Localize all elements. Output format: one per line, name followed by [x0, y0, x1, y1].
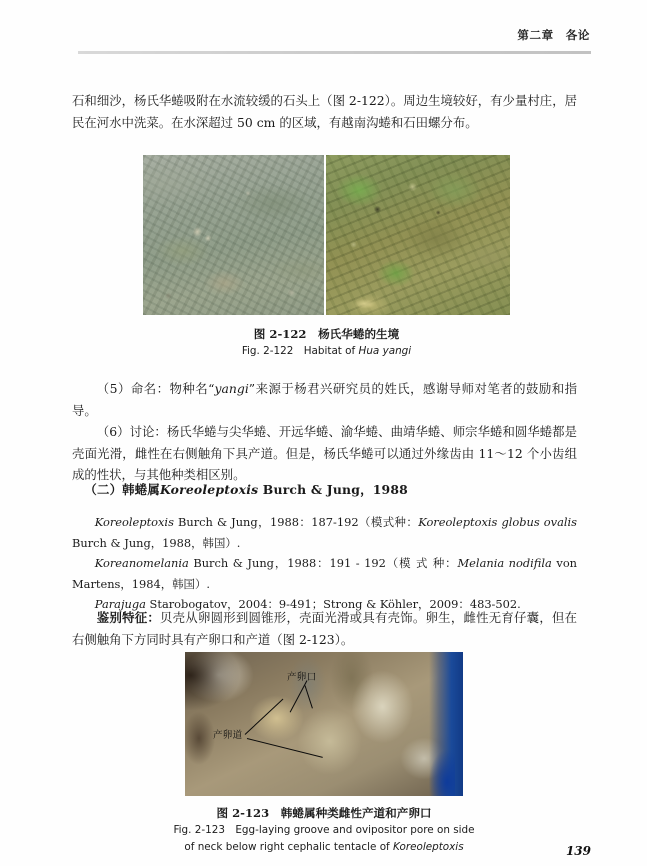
synonymy-type-species: Melania nodifila: [457, 556, 552, 570]
synonymy-entry: [72, 512, 577, 553]
figure-2-123-caption: [163, 804, 485, 856]
egg-laying-groove-leader-lower: [247, 738, 323, 758]
figure-2-122-caption-en: [143, 343, 510, 360]
figure-2-123-caption-cn: 图 2-123 韩蜷属种类雌性产道和产卵口: [216, 806, 432, 820]
egg-laying-groove-label: 产卵道: [213, 730, 243, 741]
figure-2-122-caption: [143, 325, 510, 360]
section-heading-authority: Burch & Jung，1988: [258, 482, 409, 497]
chapter-title: 第二章 各论: [517, 28, 590, 42]
naming-and-discussion-block: [72, 378, 577, 486]
figure-2-123-caption-en-genus: Koreoleptoxis: [393, 841, 464, 853]
page-number: 139: [565, 844, 591, 858]
synonymy-type-authority: Burch & Jung，1988，韩国）.: [72, 535, 241, 550]
figure-2-123-caption-en-line2-prefix: of neck below right cephalic tentacle of: [184, 841, 394, 853]
section-heading-koreoleptoxis: [72, 479, 577, 501]
item-5-prefix: （5）命名：物种名“: [96, 381, 215, 396]
ovipositor-pore-leader: [305, 685, 313, 708]
figure-2-123-caption-en-line1: Fig. 2-123 Egg-laying groove and ovipositor pore on side: [173, 824, 475, 836]
habitat-paragraph: 石和细沙，杨氏华蜷吸附在水流较缓的石头上（图 2-122）。周边生境较好，有少量村庄，居民在河水中洗菜。在水深超过 50 cm 的区域，有越南沟蜷和石田螺分布。: [72, 93, 577, 130]
synonymy-type-species: Koreoleptoxis globus ovalis: [418, 515, 578, 529]
egg-laying-groove-leader-upper: [245, 699, 284, 735]
header-rule: [78, 51, 591, 54]
figure-2-122-caption-en-prefix: Fig. 2-122 Habitat of: [241, 345, 359, 357]
section-heading-genus: Koreoleptoxis: [159, 482, 259, 497]
habitat-paragraph-block: [72, 90, 577, 133]
synonymy-citation: Burch & Jung，1988：191 - 192（模 式 种：: [188, 556, 458, 570]
figure-2-122-photo-row: [143, 155, 510, 315]
section-heading-prefix: （二）韩蜷属: [84, 482, 160, 497]
item-5-suffix: ”来源于杨君兴研究员的姓氏，感谢导师对笔者的鼓励和指导。: [72, 381, 578, 418]
item-5-naming: [72, 378, 577, 421]
underwater-algae-rocks-photo: [326, 155, 510, 315]
running-header: [78, 27, 590, 57]
synonymy-citation: Starobogatov，2004：9-491；Strong & Köhler，2009：483-502.: [145, 597, 521, 611]
ovipositor-micrograph-photo: [185, 652, 463, 796]
genus-heading-block: [72, 479, 577, 501]
micrograph-dark-corner: [185, 652, 239, 710]
synonymy-genus: Koreoleptoxis: [94, 515, 174, 529]
ovipositor-pore-label: 产卵口: [287, 672, 317, 683]
synonymy-entry: [72, 553, 577, 594]
synonymy-type-authority: von Martens，1984，韩国）.: [72, 556, 578, 591]
micrograph-blue-highlight: [429, 750, 455, 796]
figure-2-122-caption-cn: 图 2-122 杨氏华蜷的生境: [253, 327, 400, 341]
item-5-epithet: yangi: [214, 381, 249, 396]
diagnosis-block: [72, 607, 577, 650]
diagnosis-label: 鉴别特征：: [96, 610, 161, 625]
synonymy-citation: Burch & Jung，1988：187-192（模式种：: [173, 515, 419, 529]
ovipositor-pore-leader-2: [290, 680, 308, 712]
diagnosis-paragraph: [72, 607, 577, 650]
synonymy-genus: Parajuga: [94, 597, 146, 611]
item-6-discussion: （6）讨论：杨氏华蜷与尖华蜷、开远华蜷、渝华蜷、曲靖华蜷、师宗华蜷和圆华蜷都是壳面光滑，雌性在右侧触角下具产道。但是，杨氏华蜷可以通过外缘齿由 11～12 个小齿组成的性状，与其他种类相区别。: [72, 424, 577, 482]
synonymy-list: [72, 512, 577, 615]
stream-bed-photo: [143, 155, 324, 315]
diagnosis-text: 贝壳从卵圆形到圆锥形，壳面光滑或具有壳饰。卵生，雌性无育仔囊，但在右侧触角下方同时具有产卵口和产道（图 2-123）。: [72, 610, 578, 647]
synonymy-genus: Koreanomelania: [94, 556, 189, 570]
figure-2-123-caption-en-line2: [163, 839, 485, 856]
figure-2-122-caption-en-species: Hua yangi: [358, 345, 412, 357]
